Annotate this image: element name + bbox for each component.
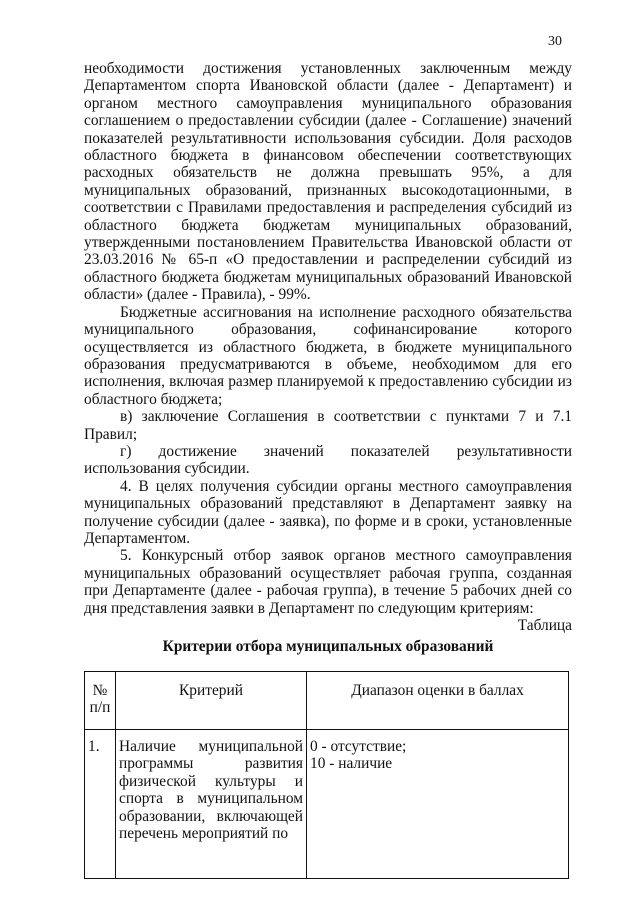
- range-option: 0 - отсутствие;: [310, 738, 407, 755]
- header-number: № п/п: [85, 672, 116, 730]
- row-criterion: Наличие муниципальной программы развития физической культуры и спорта в муниципальном образовании, включающей перечень мероприятий по: [116, 730, 307, 879]
- header-criterion: Критерий: [116, 672, 307, 730]
- paragraph: 5. Конкурсный отбор заявок органов местного самоуправления муниципальных образований осуществляет рабочая группа, созданная при Департаменте (далее - рабочая группа), в течение 5 рабочих дней со дня представления заявки в Департамент по следующим критериям:: [84, 547, 572, 617]
- paragraph: 4. В целях получения субсидии органы местного самоуправления муниципальных образований представляют в Департамент заявку на получение субсидии (далее - заявка), по форме и в сроки, установленные Департаментом.: [84, 477, 572, 547]
- criteria-table: [84, 671, 569, 879]
- document-body: [84, 60, 572, 634]
- table-label: Таблица: [517, 617, 572, 634]
- table-title: Критерии отбора муниципальных образований: [162, 638, 494, 655]
- row-number: 1.: [85, 730, 116, 879]
- table-header-row: [85, 672, 569, 730]
- table-row: [85, 730, 569, 879]
- header-range: Диапазон оценки в баллах: [307, 672, 569, 730]
- page-number: 30: [548, 34, 562, 49]
- row-range: [307, 730, 569, 879]
- range-option: 10 - наличие: [310, 755, 393, 773]
- paragraph: Бюджетные ассигнования на исполнение расходного обязательства муниципального образования, софинансирование которого осуществляется из областного бюджета, в бюджете муниципального образования предусматриваются в объеме, необходимом для его исполнения, включая размер планируемой к предоставлению субсидии из областного бюджета;: [84, 303, 572, 408]
- paragraph: г) достижение значений показателей результативности использования субсидии.: [84, 442, 572, 478]
- paragraph: в) заключение Соглашения в соответствии с пунктами 7 и 7.1 Правил;: [84, 408, 572, 443]
- paragraph: необходимости достижения установленных заключенным между Департаментом спорта Ивановской области (далее - Департамент) и органом местного самоуправления муниципального образования соглашением о предоставлении субсидии (далее - Соглашение) значений показателей результативности использования субсидии. Доля расходов областного бюджета в финансовом обеспечении соответствующих расходных обязательств не должна превышать 95%, а для муниципальных образований, признанных высокодотационными, в соответствии с Правилами предоставления и распределения субсидий из областного бюджета бюджетам муниципальных образований, утвержденными постановлением Правительства Ивановской области от 23.03.2016 № 65-п «О предоставлении и распределении субсидий из областного бюджета бюджетам муниципальных образований Ивановской области» (далее - Правила), - 99%.: [84, 60, 572, 304]
